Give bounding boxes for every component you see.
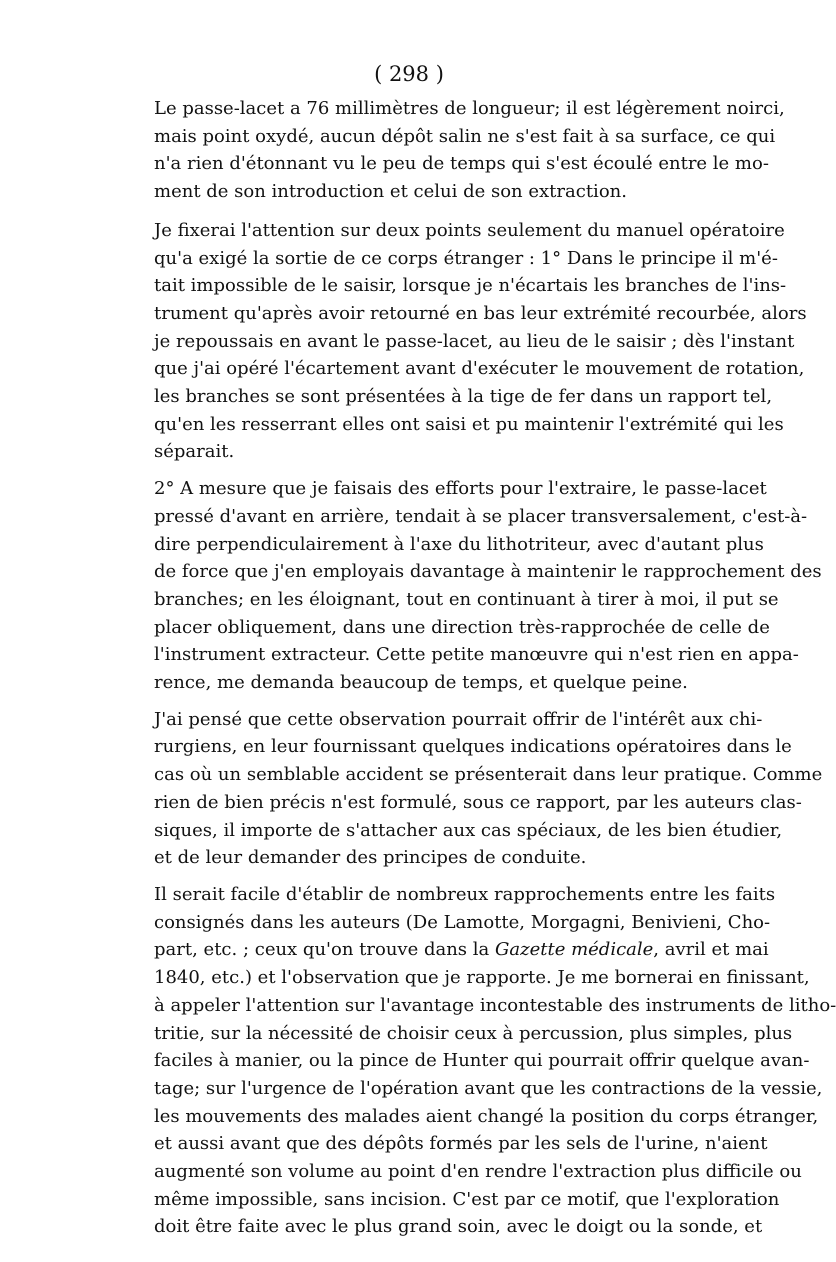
text-line: l'instrument extracteur. Cette petite manœuvre qui n'est rien en appa- — [154, 644, 799, 666]
text-line: rurgiens, en leur fournissant quelques indications opératoires dans le — [154, 736, 792, 758]
text-line: Le passe-lacet a 76 millimètres de longueur; il est légèrement noirci, — [154, 98, 785, 119]
text-line: qu'a exigé la sortie de ce corps étranger : 1° Dans le principe il m'é- — [154, 247, 778, 269]
paragraph-4 — [136, 706, 823, 872]
paragraph-1 — [136, 95, 785, 206]
text-line: de force que j'en employais davantage à maintenir le rapprochement des — [154, 561, 822, 583]
page-number: ( 298 ) — [374, 62, 444, 86]
text-line: pressé d'avant en arrière, tendait à se placer transversalement, c'est-à- — [154, 505, 808, 527]
text-line: tage; sur l'urgence de l'opération avant que les contractions de la vessie, — [154, 1077, 823, 1099]
paragraph-3 — [136, 475, 822, 697]
text-line: à appeler l'attention sur l'avantage incontestable des instruments de litho- — [154, 994, 836, 1016]
text-line: mais point oxydé, aucun dépôt salin ne s'est fait à sa surface, ce qui — [154, 125, 776, 147]
text-line: 2° A mesure que je faisais des efforts pour l'extraire, le passe-lacet — [154, 478, 767, 500]
text-line: J'ai pensé que cette observation pourrait offrir de l'intérêt aux chi- — [154, 708, 763, 730]
text-segment: , avril et mai — [653, 939, 769, 961]
text-line: trument qu'après avoir retourné en bas leur extrémité recourbée, alors — [154, 302, 807, 324]
text-line: consignés dans les auteurs (De Lamotte, Morgagni, Benivieni, Cho- — [154, 911, 771, 933]
text-line: branches; en les éloignant, tout en continuant à tirer à moi, il put se — [154, 588, 779, 610]
text-line: cas où un semblable accident se présenterait dans leur pratique. Comme — [154, 764, 823, 786]
text-line: et de leur demander des principes de conduite. — [154, 847, 587, 869]
text-line: qu'en les resserrant elles ont saisi et pu maintenir l'extrémité qui les — [154, 413, 784, 435]
text-line: doit être faite avec le plus grand soin, avec le doigt ou la sonde, et — [154, 1216, 763, 1238]
text-line: séparait. — [154, 441, 235, 463]
journal-title: Gazette médicale — [494, 939, 654, 961]
text-line: Je fixerai l'attention sur deux points seulement du manuel opératoire — [154, 219, 785, 241]
text-line: rien de bien précis n'est formulé, sous ce rapport, par les auteurs clas- — [154, 791, 802, 813]
text-line: je repoussais en avant le passe-lacet, au lieu de le saisir ; dès l'instant — [154, 330, 795, 352]
text-line: siques, il importe de s'attacher aux cas spéciaux, de les bien étudier, — [154, 819, 783, 841]
paragraph-2 — [136, 217, 807, 466]
text-line: augmenté son volume au point d'en rendre l'extraction plus difficile ou — [154, 1161, 802, 1183]
text-line: tait impossible de le saisir, lorsque je n'écartais les branches de l'ins- — [154, 275, 787, 297]
text-line: 1840, etc.) et l'observation que je rapporte. Je me bornerai en finissant, — [154, 967, 810, 989]
text-line: même impossible, sans incision. C'est par ce motif, que l'exploration — [154, 1188, 780, 1210]
text-line: tritie, sur la nécessité de choisir ceux à percussion, plus simples, plus — [154, 1022, 793, 1044]
text-line-with-citation — [136, 936, 769, 964]
text-line: les mouvements des malades aient changé la position du corps étranger, — [154, 1105, 819, 1127]
text-line: ment de son introduction et celui de son extraction. — [154, 181, 627, 203]
paragraph-5 — [136, 881, 836, 1241]
text-line: faciles à manier, ou la pince de Hunter qui pourrait offrir quelque avan- — [154, 1050, 810, 1072]
text-line: n'a rien d'étonnant vu le peu de temps qui s'est écoulé entre le mo- — [154, 153, 769, 175]
text-line: et aussi avant que des dépôts formés par les sels de l'urine, n'aient — [154, 1133, 768, 1155]
text-line: Il serait facile d'établir de nombreux rapprochements entre les faits — [154, 883, 776, 905]
text-line: placer obliquement, dans une direction très-rapprochée de celle de — [154, 616, 770, 638]
text-line: que j'ai opéré l'écartement avant d'exécuter le mouvement de rotation, — [154, 358, 805, 380]
text-line: rence, me demanda beaucoup de temps, et quelque peine. — [154, 672, 688, 694]
text-line: les branches se sont présentées à la tige de fer dans un rapport tel, — [154, 386, 773, 408]
text-line: dire perpendiculairement à l'axe du lithotriteur, avec d'autant plus — [154, 533, 764, 555]
text-segment: part, etc. ; ceux qu'on trouve dans la — [154, 939, 490, 961]
